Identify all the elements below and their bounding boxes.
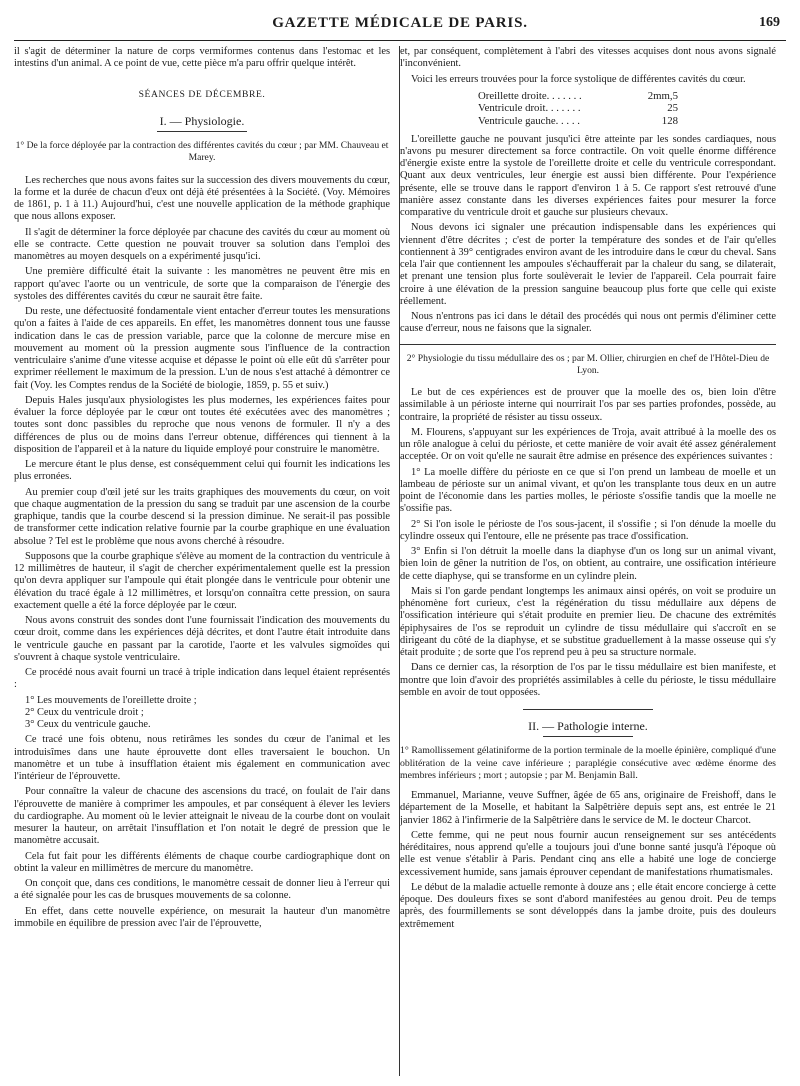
section-heading-pathology: II. — Pathologie interne. — [528, 719, 648, 734]
paragraph: 1° La moelle diffère du périoste en ce que si l'on prend un lambeau de moelle et un lambeau de périoste sur un animal vivant, et qu'on les transplante tous deux en un autre point de l'économie dans les parties molles, le périoste s'ossifie tandis que la moelle ne s'ossifie pas. — [400, 466, 776, 515]
table-row — [478, 90, 708, 103]
paragraph: Dans ce dernier cas, la résorption de l'os par le tissu médullaire est bien manifeste, et montre que loin d'avoir des propriétés assimilables à celle du périoste, le tissu médullaire semble en avoir de tout opposées. — [400, 662, 776, 698]
paragraph: Le but de ces expériences est de prouver que la moelle des os, bien loin d'être assimilable à un périoste interne qui nourrirait l'os par ses parties profondes, possède, au contraire, la propriété de résister au tissu osseux. — [400, 387, 776, 423]
paragraph: Voici les erreurs trouvées pour la force systolique de différentes cavités du cœur. — [411, 73, 746, 85]
article-separator — [400, 344, 776, 345]
table-label: Ventricule gauche. . . . . — [478, 114, 580, 127]
paragraph: Nous n'entrons pas ici dans le détail des procédés qui nous ont permis d'éliminer cette cause d'erreur, nous ne faisons que la signaler. — [400, 311, 776, 335]
paragraph: 2° Si l'on isole le périoste de l'os sous-jacent, il s'ossifie ; si l'on dénude la moelle du cylindre osseux qui l'entoure, elle ne présente pas trace d'ossification. — [400, 518, 776, 542]
page-number: 169 — [759, 15, 780, 30]
journal-title: GAZETTE MÉDICALE DE PARIS. — [272, 15, 528, 31]
section-heading-physiology: I. — Physiologie. — [159, 113, 245, 128]
paragraph: Mais si l'on garde pendant longtemps les animaux ainsi opérés, on voit se produire un phénomène fort curieux, c'est la régénération du tissu médullaire aux dépens de l'ossification intérieure qui s'était produite en premier lieu. De chacune des extrémités épiphysaires de l'os se reproduit un cylindre de tissu médullaire qui s'accroît en se dirigeant du côté de la diaphyse, et se substitue graduellement à la masse osseuse qui s'y était produite ; de sorte que l'os reprend peu à peu sa structure normale. — [400, 585, 776, 659]
table-row — [478, 115, 708, 128]
paragraph: Supposons que la courbe graphique s'élève au moment de la contraction du ventricule à 12 millimètres de hauteur, il s'agit de chercher expérimentalement quelle est la pression qu'on devra appliquer sur l'ampoule qui était plongée dans le ventricule pour obtenir une élévation du tracé égale à 12 millimètres, et lorsqu'on connaîtra cette pression, on saura exactement quelle a été la force déployée par le cœur. — [14, 550, 390, 611]
table-value: 2mm,5 — [647, 89, 678, 102]
paragraph: En effet, dans cette nouvelle expérience, on mesurait la hauteur d'un manomètre immobile en équilibre de pression avec l'air de l'éprouvette, — [14, 905, 390, 929]
table-label: Oreillette droite. . . . . . . — [478, 89, 582, 102]
left-column — [14, 46, 390, 1076]
paragraph: Le mercure étant le plus dense, est conséquemment celui qui fournit les indications les plus erronées. — [14, 459, 390, 483]
paragraph: Cette femme, qui ne peut nous fournir aucun renseignement sur ses antécédents héréditaires, nous apprend qu'elle a toujours joui d'une bonne santé jusqu'à l'époque où elle est venue s'établir à Paris. Pendant cinq ans elle a habité une loge de concierge excessivement humide, sans jamais éprouver cependant de manifestations rhumatismales. — [400, 829, 776, 878]
section-rule — [157, 131, 247, 132]
intro-paragraph: il s'agit de déterminer la nature de corps vermiformes contenus dans l'estomac et les intestins d'un animal. A ce point de vue, cette pièce m'a paru offrir quelque intérêt. — [14, 46, 390, 70]
paragraph: Le début de la maladie actuelle remonte à douze ans ; elle était encore concierge à cette époque. Des douleurs fixes se sont d'abord manifestées au genou droit. Peu de temps après, des fourmillements se sont développés dans la jambe droite, puis des douleurs extrêmement — [400, 881, 776, 930]
paragraph: Au premier coup d'œil jeté sur les traits graphiques des mouvements du cœur, on voit que chaque augmentation de la pression du sang se traduit par une ascension de la courbe graphique, tandis que la courbe descend si la pression diminue. Ne serait-il pas possible de transformer cette indication relative fournie par la courbe graphique en une évaluation absolue ? Tel est le problème que nous avons cherché à résoudre. — [14, 486, 390, 547]
paragraph: Pour connaître la valeur de chacune des ascensions du tracé, on foulait de l'air dans l'éprouvette de manière à comprimer les ampoules, et par conséquent à élever les leviers du cardiographe. Au moment où le levier atteignait le niveau de la courbe dont on voulait mesurer la hauteur, on arrêtait l'insufflation et l'on notait le degré de pression que le manomètre accusait. — [14, 786, 390, 847]
table-value: 25 — [667, 102, 678, 115]
list-item: 2° Ceux du ventricule droit ; — [25, 706, 144, 718]
article-title-ball: 1° Ramollissement gélatiniforme de la portion terminale de la moelle épinière, compliqué d'une oblitération de la veine cave inférieure ; paraplégie consécutive avec œdème énorme des membres inférieurs ; mort ; autopsie ; par M. Benjamin Ball. — [400, 745, 776, 781]
seances-heading: SÉANCES DE DÉCEMBRE. — [138, 88, 266, 100]
paragraph: On conçoit que, dans ces conditions, le manomètre cessait de donner lieu à l'erreur qui a été signalée pour les cas de brusques mouvements de sa colonne. — [14, 878, 390, 902]
paragraph: Une première difficulté était la suivante : les manomètres ne peuvent être mis en rapport qu'avec l'aorte ou un ventricule, de sorte que la comparaison de l'énergie des systoles des différentes cavités du cœur ne saurait être faite. — [14, 266, 390, 302]
header-rule — [14, 40, 786, 41]
paragraph: Du reste, une défectuosité fondamentale vient entacher d'erreur toutes les mensurations qu'on a faites à l'aide de ces appareils. En effet, les manomètres donnent tous une fausse indication dans le cas de pression variable, parce que la colonne de mercure mise en mouvement au moment où la pression augmente sous l'influence de la contraction ventriculaire s'anime d'une vitesse acquise et dépasse le point où elle eût dû s'arrêter pour exprimer réellement le maximum de la pression. L'un de nous s'est attaché à démontrer ce fait (Voy. les Comptes rendus de la Société de biologie, 1859, p. 55 et suiv.) — [14, 306, 390, 391]
table-label: Ventricule droit. . . . . . . — [478, 102, 581, 115]
paragraph: Les recherches que nous avons faites sur la succession des divers mouvements du cœur, la forme et la durée de chacun d'eux ont déjà été présentées à la Société. (Voy. Mémoires de 1861, p. 1 à 11.) Aujourd'hui, c'est une nouvelle application de la méthode graphique que nous allons exposer. — [14, 174, 390, 223]
section-rule — [543, 736, 633, 737]
right-column — [400, 46, 776, 1076]
page-body — [14, 46, 786, 1076]
article-title-chauveau-marey: 1° De la force déployée par la contraction des différentes cavités du cœur ; par MM. Chauveau et Marey. — [15, 140, 389, 164]
list-item: 3° Ceux du ventricule gauche. — [25, 719, 151, 730]
paragraph: et, par conséquent, complètement à l'abri des vitesses acquises dont nous avons signalé l'inconvénient. — [400, 46, 776, 70]
paragraph: L'oreillette gauche ne pouvant jusqu'ici être atteinte par les sondes cardiaques, nous n'avons pu mesurer directement sa force contractile. On voit quelle énorme différence d'énergie existe entre la systole de l'oreillette droite et celle du ventricule correspondant. Quant aux deux ventricules, leur énergie est aussi bien différente. Pour l'expérience présente, elle se trouve dans le rapport d'environ 1 à 5. Ce rapport s'est retrouvé d'une manière assez constante dans les diverses expériences faites pour mesurer la force comparative du ventricule droit et gauche sur plusieurs chevaux. — [400, 133, 776, 219]
table-value: 128 — [661, 114, 678, 127]
paragraph: Depuis Hales jusqu'aux physiologistes les plus modernes, les expériences faites pour évaluer la force déployée par le cœur ont toutes été exécutées avec des manomètres ; toutes sont donc passibles du reproche que nous venons de formuler. Il n'y a des différences de plus ou de moins dans l'erreur obtenue, différences qui tiennent à la disposition de l'appareil et à la nature du liquide employé pour construire le manomètre. — [14, 394, 390, 455]
article-title-ollier: 2° Physiologie du tissu médullaire des os ; par M. Ollier, chirurgien en chef de l'Hôtel-Dieu de Lyon. — [406, 352, 770, 376]
paragraph: Il s'agit de déterminer la force déployée par chacune des cavités du cœur au moment où elle se contracte. Cette question ne pouvait trouver sa solution dans l'emploi des manomètres au moyen desquels on a expérimenté jusqu'ici. — [14, 226, 390, 262]
paragraph: Ce procédé nous avait fourni un tracé à triple indication dans lequel étaient représentés : — [14, 667, 390, 691]
paragraph: Cela fut fait pour les différents éléments de chaque courbe cardiographique dont on obtint la valeur en millimètres de mercure du manomètre. — [14, 850, 390, 874]
paragraph: Nous devons ici signaler une précaution indispensable dans les expériences qui viennent d'être décrites ; c'est de porter la température des sondes et de l'air qu'elles contiennent à 39° centigrades environ avant de les introduire dans le cœur du cheval. Sans cela l'air que contiennent les ampoules s'échaufferait par la chaleur du sang, se dilaterait, et prenant une tension plus forte soulèverait le levier de l'appareil. Cela pourrait faire croire à une élévation de la pression sanguine beaucoup plus forte que celle qui existe réellement. — [400, 222, 776, 307]
table-row — [478, 102, 708, 115]
paragraph: 3° Enfin si l'on détruit la moelle dans la diaphyse d'un os long sur un animal vivant, bien loin de gêner la nutrition de l'os, on obtient, au contraire, une ossification intérieure de cette diaphyse, qui se transforme en un cylindre plein. — [400, 546, 776, 582]
paragraph: M. Flourens, s'appuyant sur les expériences de Troja, avait attribué à la moelle des os un rôle analogue à celui du périoste, et cette manière de voir avait été assez généralement acceptée. Or on voit qu'elle ne saurait être admise en présence des expériences suivantes : — [400, 426, 776, 463]
paragraph: Emmanuel, Marianne, veuve Suffner, âgée de 65 ans, originaire de Freishoff, dans le département de la Moselle, et habitant la Salpêtrière depuis sept ans, est entrée le 21 janvier 1862 à l'infirmerie de la Salpêtrière dans le service de M. le docteur Charcot. — [400, 790, 776, 826]
list-item: 1° Les mouvements de l'oreillette droite ; — [25, 694, 197, 706]
paragraph: Nous avons construit des sondes dont l'une fournissait l'indication des mouvements du cœur droit, comme dans les expériences déjà décrites, et dont l'autre était introduite dans le ventricule gauche en passant par la carotide, l'aorte et les valvules sigmoïdes qui s'ouvrent à chaque systole ventriculaire. — [14, 615, 390, 663]
paragraph: Ce tracé une fois obtenu, nous retirâmes les sondes du cœur de l'animal et les introduisîmes dans une haute éprouvette dont elles traversaient le bouchon. Un manomètre et un tube à insufflation étaient mis également en communication avec l'intérieur de l'éprouvette. — [14, 734, 390, 782]
section-separator — [523, 709, 653, 710]
force-table — [478, 90, 776, 128]
page-header — [14, 12, 786, 36]
